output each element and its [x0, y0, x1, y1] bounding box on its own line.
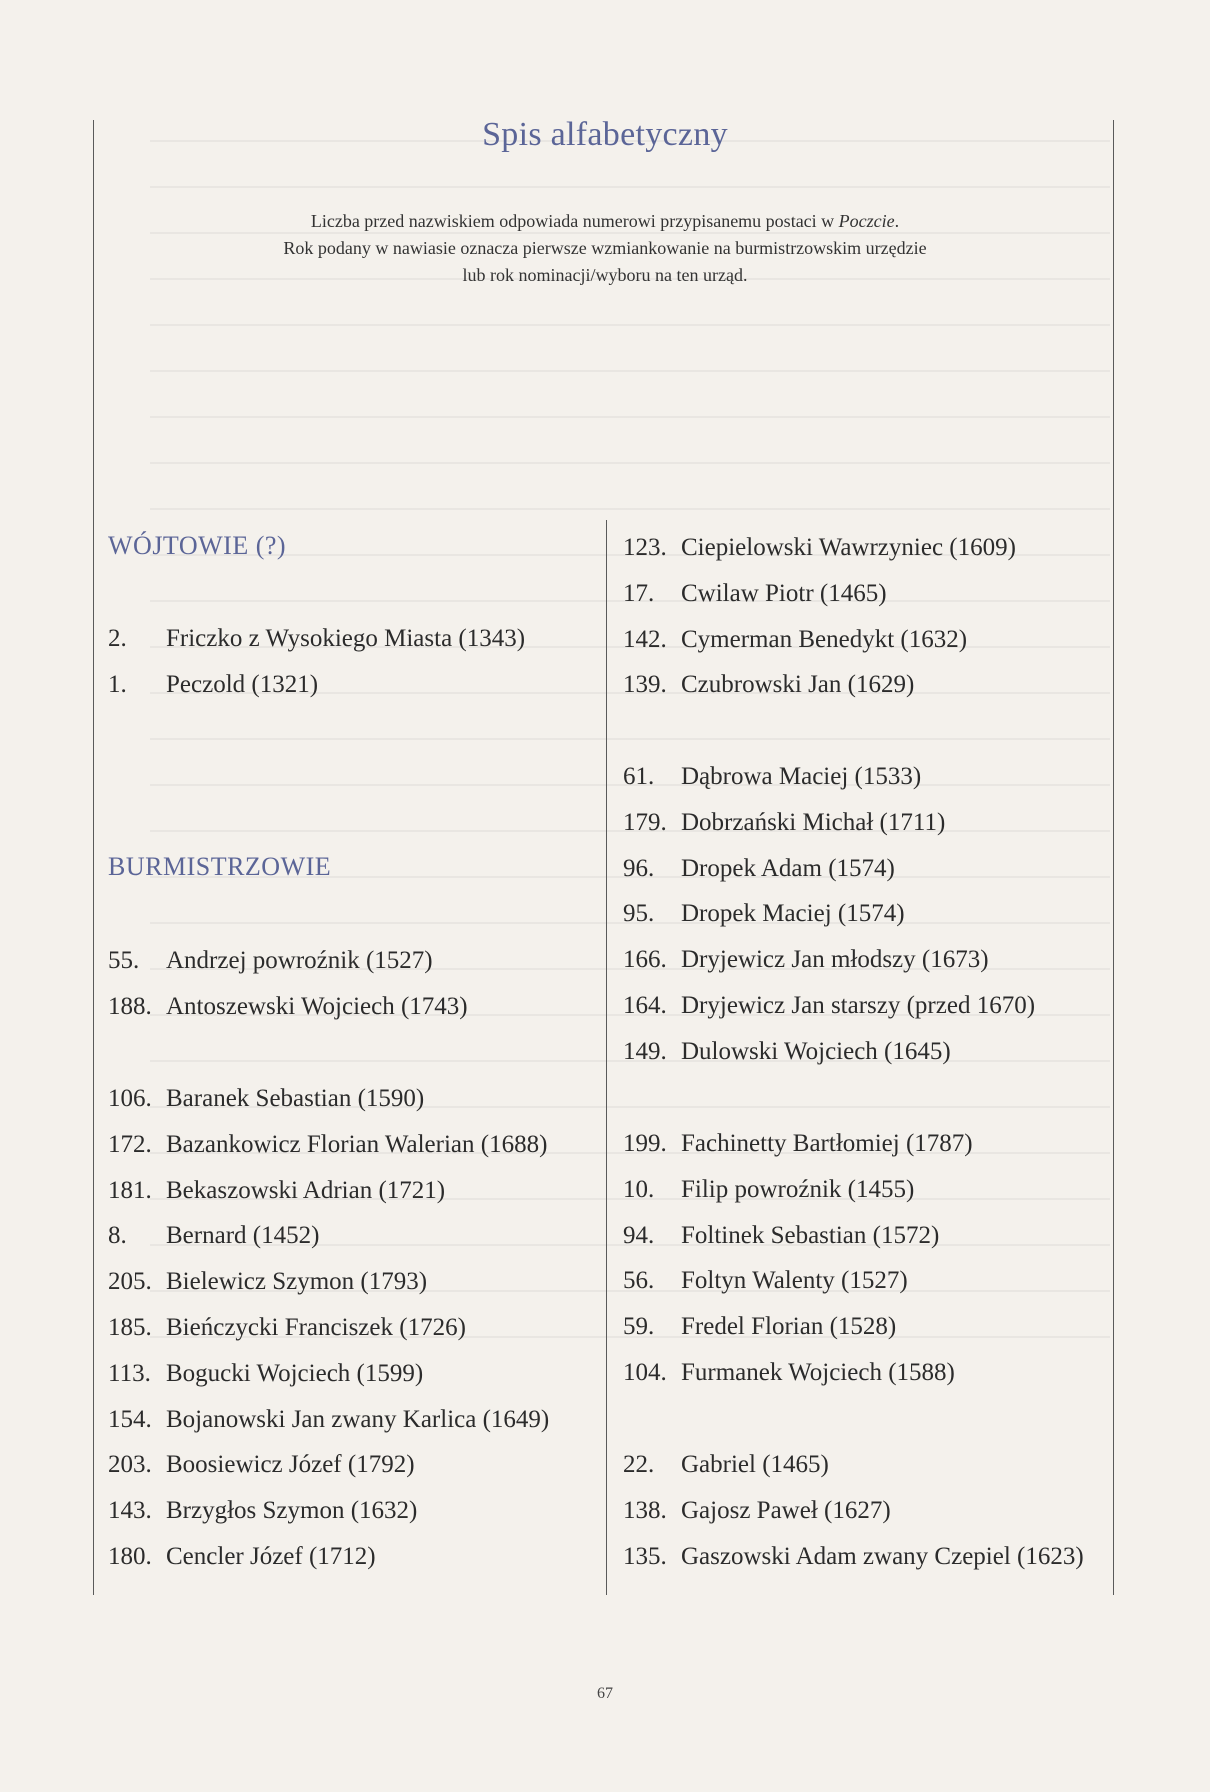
- entry-number: 179.: [623, 808, 667, 836]
- entry-name: Dropek Maciej (1574): [681, 900, 905, 928]
- index-entry: [108, 1219, 319, 1253]
- entry-number: 138.: [623, 1496, 667, 1524]
- intro-line-3: lub rok nominacji/wyboru na ten urząd.: [462, 265, 748, 285]
- entry-number: 199.: [623, 1130, 667, 1157]
- index-entry: [623, 1448, 829, 1482]
- entry-number: 166.: [623, 946, 667, 974]
- index-entry: [108, 1448, 415, 1482]
- right-frame-line: [1113, 120, 1114, 1595]
- index-entry: [108, 1311, 466, 1345]
- entry-name: Dryjewicz Jan młodszy (1673): [681, 946, 989, 974]
- entry-number: 180.: [108, 1543, 152, 1570]
- intro-line-2: Rok podany w nawiasie oznacza pierwsze wzmiankowanie na burmistrzowskim urzędzie: [283, 238, 927, 258]
- entry-name: Ciepielowski Wawrzyniec (1609): [681, 534, 1016, 561]
- index-entry: [108, 1403, 549, 1437]
- entry-name: Bazankowicz Florian Walerian (1688): [166, 1130, 548, 1158]
- entry-number: 106.: [108, 1085, 152, 1112]
- entry-name: Foltinek Sebastian (1572): [681, 1221, 940, 1249]
- index-entry: [108, 944, 433, 978]
- entry-number: 123.: [623, 534, 667, 561]
- entry-name: Filip powroźnik (1455): [681, 1175, 915, 1203]
- entry-name: Bielewicz Szymon (1793): [166, 1268, 428, 1296]
- entry-name: Czubrowski Jan (1629): [681, 671, 915, 699]
- entry-number: 164.: [623, 992, 667, 1019]
- intro-paragraph: [0, 208, 1210, 289]
- entry-name: Cwilaw Piotr (1465): [681, 579, 887, 607]
- entry-number: 205.: [108, 1268, 152, 1296]
- entry-name: Friczko z Wysokiego Miasta (1343): [166, 625, 526, 652]
- entry-name: Gabriel (1465): [681, 1451, 829, 1478]
- entry-number: 95.: [623, 900, 655, 928]
- index-entry: [623, 943, 989, 977]
- index-entry: [623, 577, 887, 611]
- index-entry: [623, 531, 1016, 565]
- entry-name: Fredel Florian (1528): [681, 1313, 897, 1341]
- entry-number: 2.: [108, 625, 127, 652]
- entry-number: 149.: [623, 1037, 667, 1065]
- entry-name: Peczold (1321): [166, 670, 319, 698]
- entry-name: Bogucki Wojciech (1599): [166, 1359, 424, 1387]
- index-entry: [623, 1310, 896, 1344]
- entry-number: 10.: [623, 1175, 655, 1203]
- index-entry: [623, 668, 914, 702]
- entry-name: Dryjewicz Jan starszy (przed 1670): [681, 992, 1036, 1019]
- entry-number: 104.: [623, 1359, 667, 1386]
- entry-name: Bernard (1452): [166, 1222, 320, 1250]
- entry-name: Fachinetty Bartłomiej (1787): [681, 1130, 973, 1157]
- entry-name: Gajosz Paweł (1627): [681, 1496, 891, 1524]
- entry-number: 172.: [108, 1130, 152, 1158]
- entry-number: 203.: [108, 1451, 152, 1479]
- entry-name: Dobrzański Michał (1711): [681, 808, 946, 836]
- intro-italic: Poczcie: [838, 211, 895, 231]
- index-entry: [623, 623, 967, 657]
- entry-number: 22.: [623, 1451, 655, 1478]
- entry-number: 61.: [623, 763, 655, 790]
- index-entry: [108, 990, 468, 1024]
- entry-number: 8.: [108, 1222, 127, 1250]
- index-entry: [108, 622, 525, 656]
- entry-number: 143.: [108, 1497, 152, 1525]
- index-entry: [623, 1127, 973, 1161]
- index-entry: [623, 989, 1035, 1023]
- index-entry: [623, 852, 895, 886]
- entry-number: 96.: [623, 854, 655, 882]
- index-entry: [623, 897, 905, 931]
- entry-number: 113.: [108, 1359, 151, 1387]
- entry-name: Antoszewski Wojciech (1743): [166, 992, 468, 1020]
- entry-number: 142.: [623, 625, 667, 653]
- entry-number: 1.: [108, 670, 127, 698]
- index-entry: [108, 1174, 445, 1208]
- entry-name: Bojanowski Jan zwany Karlica (1649): [166, 1405, 550, 1433]
- index-entry: [623, 1219, 939, 1253]
- entry-name: Andrzej powroźnik (1527): [166, 947, 433, 974]
- entry-number: 181.: [108, 1176, 152, 1204]
- index-entry: [623, 1356, 955, 1390]
- entry-name: Gaszowski Adam zwany Czepiel (1623): [681, 1542, 1084, 1570]
- index-entry: [108, 1494, 417, 1528]
- show-through-texture: [150, 110, 1110, 1350]
- entry-number: 185.: [108, 1314, 152, 1341]
- index-entry: [623, 1540, 1084, 1574]
- index-entry: [623, 1264, 908, 1298]
- index-entry: [108, 1540, 376, 1574]
- entry-number: 55.: [108, 947, 140, 974]
- entry-number: 188.: [108, 992, 152, 1020]
- left-frame-line: [93, 120, 94, 1595]
- entry-name: Bekaszowski Adrian (1721): [166, 1176, 446, 1204]
- index-entry: [623, 1173, 914, 1207]
- page-title: Spis alfabetyczny: [482, 116, 728, 153]
- entry-name: Cencler Józef (1712): [166, 1543, 376, 1570]
- section-heading-burmistrzowie: BURMISTRZOWIE: [108, 852, 332, 881]
- index-entry: [108, 1357, 423, 1391]
- entry-name: Boosiewicz Józef (1792): [166, 1451, 415, 1479]
- index-entry: [623, 1494, 891, 1528]
- section-heading-wojtowie: WÓJTOWIE (?): [108, 531, 287, 560]
- entry-number: 139.: [623, 671, 667, 699]
- entry-number: 56.: [623, 1267, 655, 1295]
- index-entry: [108, 1265, 427, 1299]
- page-number: 67: [597, 1685, 613, 1702]
- entry-name: Furmanek Wojciech (1588): [681, 1359, 955, 1386]
- entry-number: 17.: [623, 579, 655, 607]
- entry-number: 59.: [623, 1313, 655, 1341]
- entry-name: Dropek Adam (1574): [681, 854, 895, 882]
- entry-name: Dąbrowa Maciej (1533): [681, 763, 922, 790]
- index-entry: [623, 760, 921, 794]
- entry-number: 135.: [623, 1542, 667, 1570]
- entry-number: 94.: [623, 1221, 655, 1249]
- index-entry: [108, 668, 318, 702]
- index-entry: [108, 1128, 547, 1162]
- entry-name: Brzygłos Szymon (1632): [166, 1497, 418, 1525]
- index-entry: [623, 1035, 951, 1069]
- intro-line-1: Liczba przed nazwiskiem odpowiada numerowi przypisanemu postaci w Poczcie.: [310, 211, 900, 231]
- index-entry: [623, 806, 945, 840]
- index-entry: [108, 1082, 424, 1116]
- entry-name: Foltyn Walenty (1527): [681, 1267, 908, 1295]
- entry-number: 154.: [108, 1405, 152, 1433]
- center-frame-line: [606, 520, 607, 1595]
- entry-name: Baranek Sebastian (1590): [166, 1085, 425, 1112]
- entry-name: Dulowski Wojciech (1645): [681, 1037, 951, 1065]
- entry-name: Cymerman Benedykt (1632): [681, 625, 968, 653]
- entry-name: Bieńczycki Franciszek (1726): [166, 1314, 466, 1341]
